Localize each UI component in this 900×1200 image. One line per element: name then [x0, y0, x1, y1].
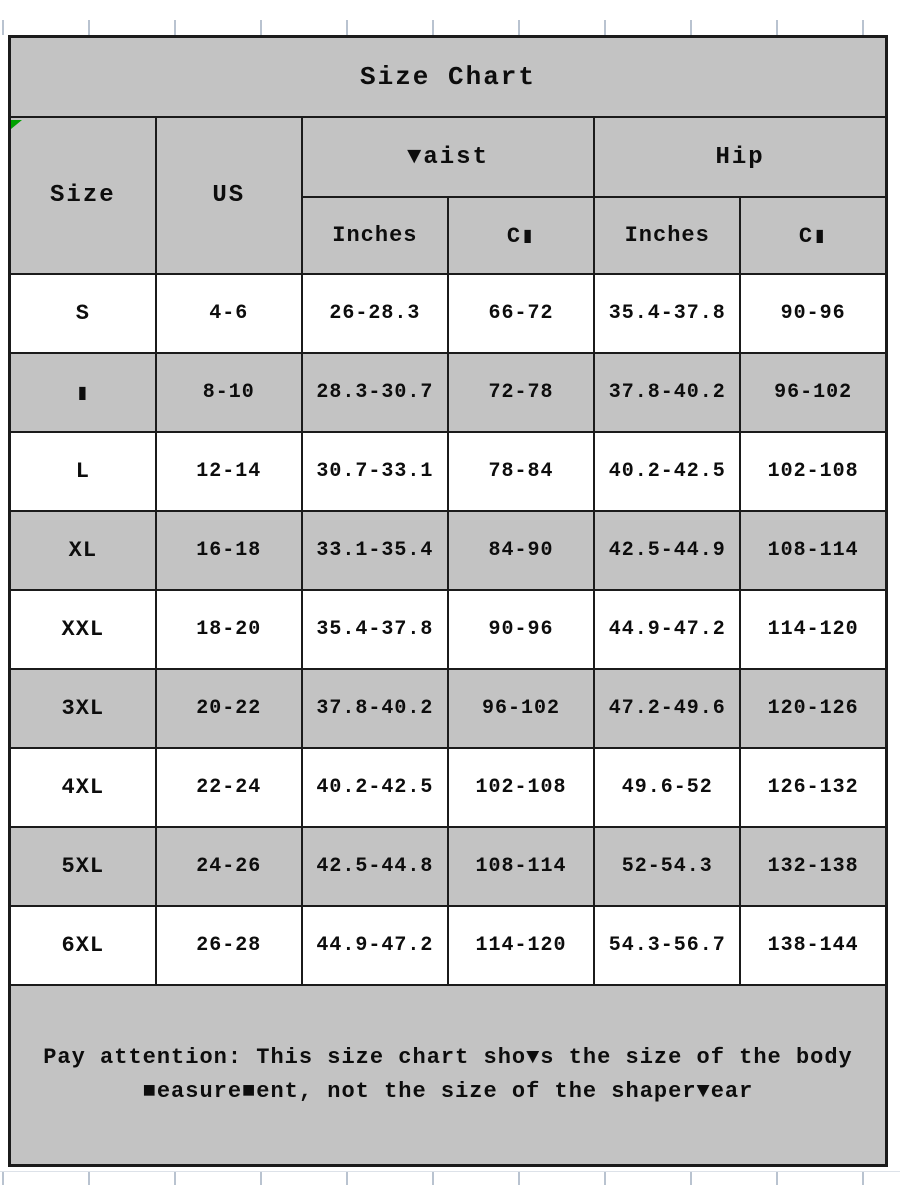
table-row [10, 669, 887, 748]
hip-cm-cell: 90-96 [740, 274, 886, 353]
hip-inches-cell: 47.2-49.6 [594, 669, 740, 748]
size-chart-table [8, 35, 888, 1167]
hip-inches-cell: 49.6-52 [594, 748, 740, 827]
hip-inches-cell: 54.3-56.7 [594, 906, 740, 985]
subheader-hip-cm: C▮ [740, 197, 886, 274]
size-cell: S [10, 274, 156, 353]
hip-cm-cell: 102-108 [740, 432, 886, 511]
table-row [10, 353, 887, 432]
size-cell: 6XL [10, 906, 156, 985]
waist-cm-cell: 102-108 [448, 748, 594, 827]
hip-cm-cell: 138-144 [740, 906, 886, 985]
hip-cm-cell: 96-102 [740, 353, 886, 432]
us-cell: 4-6 [156, 274, 302, 353]
hip-inches-cell: 40.2-42.5 [594, 432, 740, 511]
us-cell: 26-28 [156, 906, 302, 985]
table-row [10, 432, 887, 511]
table-row [10, 906, 887, 985]
size-cell: 4XL [10, 748, 156, 827]
waist-inches-cell: 35.4-37.8 [302, 590, 448, 669]
size-cell: XL [10, 511, 156, 590]
size-cell: 5XL [10, 827, 156, 906]
waist-cm-cell: 90-96 [448, 590, 594, 669]
column-header-us: US [156, 117, 302, 274]
spreadsheet-gridline-ticks-top [0, 20, 900, 35]
table-row [10, 590, 887, 669]
hip-inches-cell: 52-54.3 [594, 827, 740, 906]
size-cell: ▮ [10, 353, 156, 432]
hip-inches-cell: 42.5-44.9 [594, 511, 740, 590]
hip-cm-cell: 126-132 [740, 748, 886, 827]
size-chart-title: Size Chart [10, 37, 887, 118]
size-cell: XXL [10, 590, 156, 669]
us-cell: 12-14 [156, 432, 302, 511]
hip-cm-cell: 114-120 [740, 590, 886, 669]
waist-cm-cell: 66-72 [448, 274, 594, 353]
waist-cm-cell: 72-78 [448, 353, 594, 432]
waist-cm-cell: 84-90 [448, 511, 594, 590]
cell-error-indicator-icon [11, 120, 22, 129]
hip-cm-cell: 132-138 [740, 827, 886, 906]
us-cell: 20-22 [156, 669, 302, 748]
waist-inches-cell: 26-28.3 [302, 274, 448, 353]
spreadsheet-gridline-ticks-bottom [0, 1171, 900, 1185]
note-line-1: Pay attention: This size chart sho▼s the size of the body [43, 1044, 853, 1070]
size-cell: 3XL [10, 669, 156, 748]
us-cell: 22-24 [156, 748, 302, 827]
column-header-waist: ▼aist [302, 117, 594, 197]
waist-inches-cell: 37.8-40.2 [302, 669, 448, 748]
waist-cm-cell: 96-102 [448, 669, 594, 748]
size-cell: L [10, 432, 156, 511]
waist-inches-cell: 42.5-44.8 [302, 827, 448, 906]
waist-cm-cell: 78-84 [448, 432, 594, 511]
subheader-waist-inches: Inches [302, 197, 448, 274]
waist-inches-cell: 33.1-35.4 [302, 511, 448, 590]
waist-inches-cell: 30.7-33.1 [302, 432, 448, 511]
table-row [10, 748, 887, 827]
waist-inches-cell: 40.2-42.5 [302, 748, 448, 827]
us-cell: 18-20 [156, 590, 302, 669]
header-row [10, 117, 887, 197]
us-cell: 16-18 [156, 511, 302, 590]
hip-cm-cell: 108-114 [740, 511, 886, 590]
hip-inches-cell: 44.9-47.2 [594, 590, 740, 669]
column-header-size: Size [10, 117, 156, 274]
waist-cm-cell: 114-120 [448, 906, 594, 985]
waist-inches-cell: 28.3-30.7 [302, 353, 448, 432]
column-header-hip: Hip [594, 117, 886, 197]
table-row [10, 511, 887, 590]
hip-inches-cell: 37.8-40.2 [594, 353, 740, 432]
us-cell: 8-10 [156, 353, 302, 432]
table-row [10, 274, 887, 353]
hip-cm-cell: 120-126 [740, 669, 886, 748]
waist-cm-cell: 108-114 [448, 827, 594, 906]
subheader-hip-inches: Inches [594, 197, 740, 274]
subheader-waist-cm: C▮ [448, 197, 594, 274]
title-row [10, 37, 887, 118]
note-cell [10, 985, 887, 1166]
table-row [10, 827, 887, 906]
waist-inches-cell: 44.9-47.2 [302, 906, 448, 985]
us-cell: 24-26 [156, 827, 302, 906]
hip-inches-cell: 35.4-37.8 [594, 274, 740, 353]
note-line-2: ■easure■ent, not the size of the shaper▼ear [142, 1079, 754, 1104]
note-row [10, 985, 887, 1166]
